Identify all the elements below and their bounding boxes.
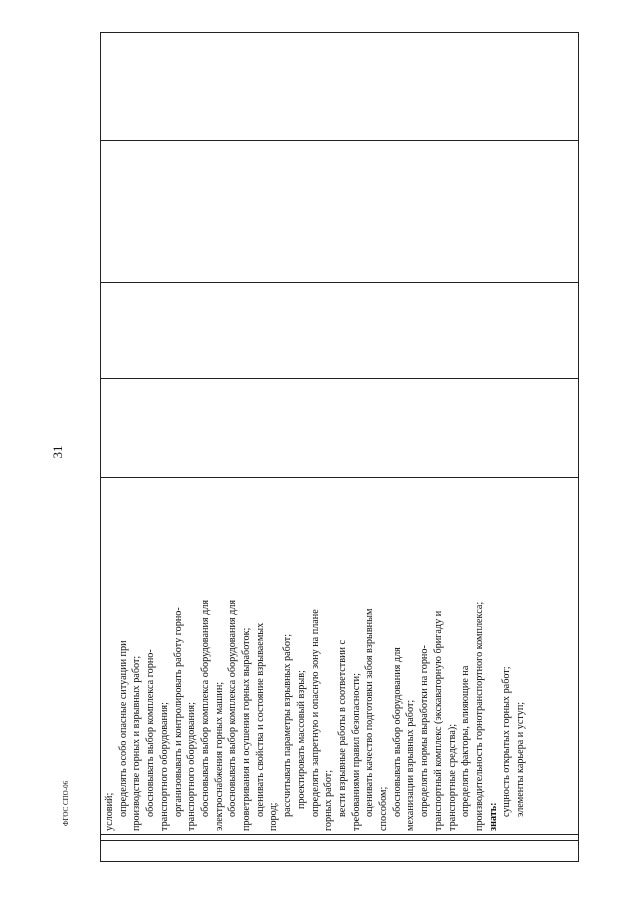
- table-row: [101, 33, 579, 862]
- content-line: обосновывать выбор оборудования для: [391, 647, 403, 817]
- content-line: обосновывать выбор комплекса горно-: [145, 649, 157, 817]
- content-line: горных работ;: [323, 769, 335, 831]
- footer-code: ФГОС СПО-06: [62, 780, 70, 826]
- content-line: производстве горных и взрывных работ;: [131, 655, 143, 831]
- content-line: электроснабжения горных машин;: [213, 681, 225, 831]
- content-line: определять запретную и опасную зону на плане: [309, 609, 321, 817]
- table-cell-content: [101, 478, 579, 835]
- content-line: проектировать массовый взрыв;: [295, 670, 307, 809]
- content-line: рассчитывать параметры взрывных работ;: [282, 633, 294, 817]
- content-line: определять особо опасные ситуации при: [117, 640, 129, 817]
- content-text: [101, 478, 530, 834]
- content-line: оценивать качество подготовки забоя взрывным: [364, 608, 376, 817]
- content-line: производительность горнотранспортного комплекса;: [473, 601, 485, 831]
- content-line: пород;: [268, 802, 280, 831]
- table-grid: [100, 32, 579, 862]
- table-cell-narrow: [101, 835, 579, 841]
- content-line: проветривания и осушения горных выработок;: [241, 627, 253, 831]
- content-line: определять факторы, влияющие на: [460, 665, 472, 817]
- page-number: 31: [50, 445, 65, 459]
- table-cell-empty-3: [101, 141, 579, 283]
- content-line: транспортного оборудования;: [186, 702, 198, 831]
- content-line: определять нормы выработки на горно-: [419, 645, 431, 817]
- content-line: сущность открытых горных работ;: [501, 666, 513, 817]
- content-line: условий;: [104, 792, 115, 831]
- competency-table: [100, 40, 579, 862]
- content-line: требованиями правил безопасности;: [350, 673, 362, 831]
- table-cell-empty-1: [101, 379, 579, 478]
- content-line: механизации взрывных работ;: [405, 699, 417, 831]
- content-line: обосновывать выбор комплекса оборудования для: [227, 599, 239, 817]
- table-cell-empty-4: [101, 33, 579, 141]
- content-line: способом;: [378, 786, 390, 831]
- table-cell-index: [101, 841, 579, 862]
- content-line: обосновывать выбор комплекса оборудования для: [199, 599, 211, 817]
- content-line: транспортный комплекс (экскаваторную бригаду и: [432, 610, 444, 831]
- content-line: знать:: [487, 802, 499, 831]
- table-cell-empty-2: [101, 283, 579, 379]
- content-line: вести взрывные работы в соответствии с: [336, 639, 348, 817]
- content-line: организовывать и контролировать работу горно-: [172, 607, 184, 817]
- content-line: элементы карьера и уступ;: [515, 701, 527, 817]
- content-line: оценивать свойства и состояние взрываемых: [254, 622, 266, 817]
- rotated-table-page: [100, 40, 579, 862]
- content-line: транспортного оборудования;: [158, 702, 170, 831]
- content-line: транспортные средства);: [446, 723, 458, 831]
